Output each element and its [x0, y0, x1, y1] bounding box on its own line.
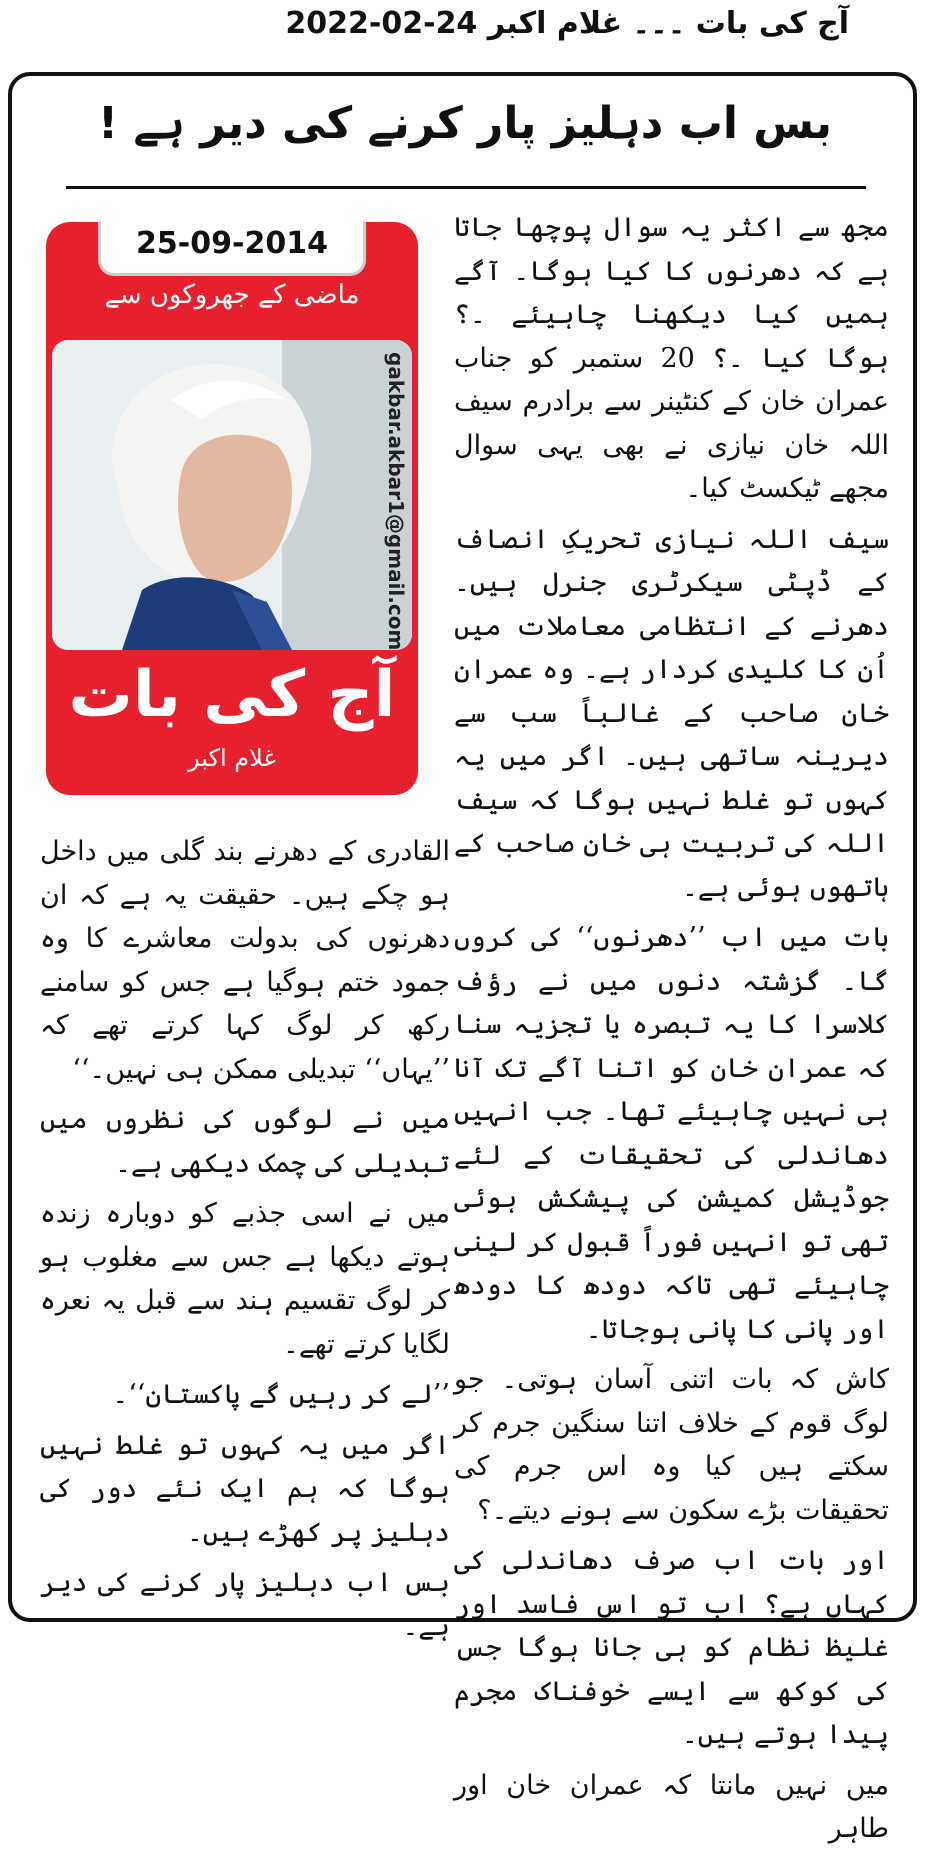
paragraph: اگر میں یہ کہوں تو غلط نہیں ہوگا کہ ہم ایک نئے دور کی دہلیز پر کھڑے ہیں۔ — [40, 1429, 450, 1548]
header-line: آج کی بات ۔۔۔ غلام اکبر 24-02-2022 — [285, 6, 849, 41]
paragraph: ’’لے کر رہیں گے پاکستان‘‘۔ — [112, 1379, 450, 1410]
paragraph: میں نہیں مانتا کہ عمران خان اور طاہر — [454, 1769, 889, 1844]
article-column-left — [40, 830, 450, 1655]
logo-tagline: ماضی کے جھروکوں سے — [104, 280, 360, 310]
author-portrait — [52, 340, 412, 650]
paragraph: میں نے لوگوں کی نظروں میں تبدیلی کی چمک دیکھی ہے۔ — [40, 1104, 450, 1179]
column-logo — [46, 222, 418, 795]
article-title: بس اب دہلیز پار کرنے کی دیر ہے ! — [97, 98, 833, 149]
article-column-right — [454, 206, 889, 1858]
logo-column-name: آج کی بات — [68, 658, 396, 732]
logo-date: 25-09-2014 — [98, 222, 366, 276]
portrait-photo — [52, 340, 412, 650]
paragraph: بس اب دہلیز پار کرنے کی دیر ہے۔ — [40, 1567, 450, 1642]
paragraph: سیف اللہ نیازی تحریکِ انصاف کے ڈپٹی سیکرٹری جنرل ہیں۔ دھرنے کے انتظامی معاملات میں اُن کا کلیدی کردار ہے۔ وہ عمران خان صاحب کے غالباً سب سے دیرینہ ساتھی ہیں۔ اگر میں یہ کہوں تو غلط نہیں ہوگا کہ سیف اللہ کی تربیت ہی خان صاحب کے ہاتھوں ہوئی ہے۔ — [454, 523, 889, 903]
paragraph: اور بات اب صرف دھاندلی کی کہاں ہے؟ اب تو اس فاسد اور غلیظ نظام کو ہی جانا ہوگا جس کی کوکھ سے ایسے خوفناک مجرم پیدا ہوتے ہیں۔ — [454, 1545, 889, 1750]
logo-author: غلام اکبر — [188, 744, 276, 772]
logo-email: gakbar.akbar1@gmail.com — [384, 352, 408, 651]
paragraph: بات میں اب ’’دھرنوں‘‘ کی کروں گا۔ گزشتہ دنوں میں نے رؤف کلاسرا کا یہ تبصرہ یا تجزیہ سنا کہ عمران خان کو اتنا آگے تک آنا ہی نہیں چاہیئے تھا۔ جب انہیں دھاندلی کی تحقیقات کے لئے جوڈیشل کمیشن کی پیشکش ہوئی تھی تو انہیں فوراً قبول کر لینی چاہیئے تھی تاکہ دودھ کا دودھ اور پانی کا پانی ہوجاتا۔ — [454, 922, 889, 1345]
title-divider — [66, 186, 866, 189]
paragraph: کاش کہ بات اتنی آسان ہوتی۔ جو لوگ قوم کے خلاف اتنا سنگین جرم کر سکتے ہیں کیا وہ اس جرم کی تحقیقات بڑے سکون سے ہونے دیتے۔؟ — [454, 1364, 889, 1526]
paragraph: میں نے اسی جذبے کو دوبارہ زندہ ہوتے دیکھا ہے جس سے مغلوب ہو کر لوگ تقسیم ہند سے قبل یہ نعرہ لگایا کرتے تھے۔ — [40, 1198, 450, 1360]
paragraph: القادری کے دھرنے بند گلی میں داخل ہو چکے ہیں۔ حقیقت یہ ہے کہ ان دھرنوں کی بدولت معاشرے کا وہ جمود ختم ہوگیا ہے جس کو سامنے رکھ کر لوگ کہا کرتے تھے کہ ’’یہاں‘‘ تبدیلی ممکن ہی نہیں۔‘‘ — [40, 836, 450, 1085]
paragraph: مجھ سے اکثر یہ سوال پوچھا جاتا ہے کہ دھرنوں کا کیا ہوگا۔ آگے ہمیں کیا دیکھنا چاہیئے ۔؟ ہوگا کیا ۔؟ 20 ستمبر کو جناب عمران خان کے کنٹینر سے برادرم سیف اللہ خان نیازی نے بھی یہی سوال مجھے ٹیکسٹ کیا۔ — [454, 212, 889, 504]
